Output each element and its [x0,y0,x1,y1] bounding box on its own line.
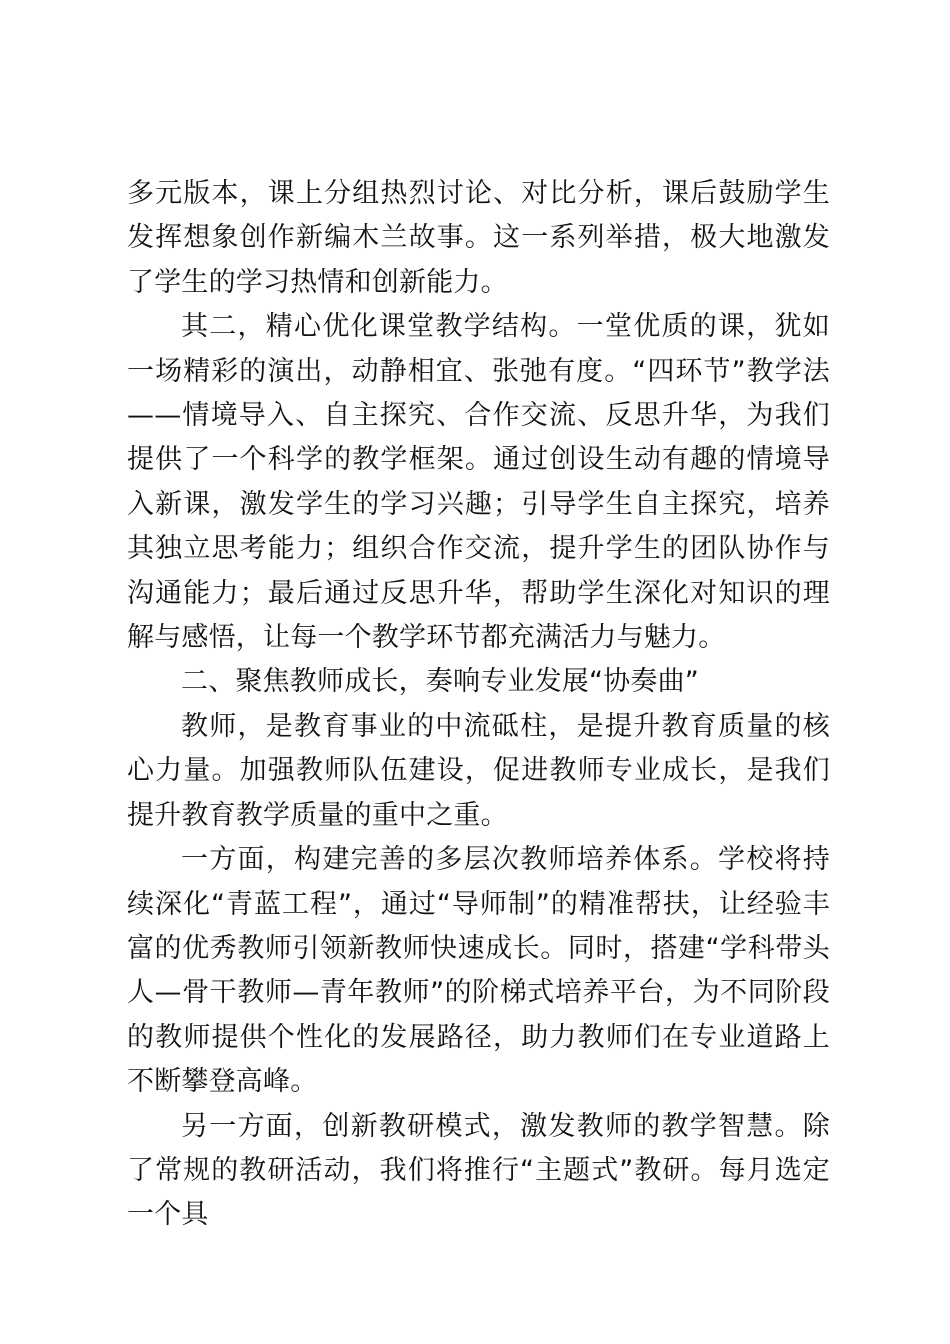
paragraph-teaching-research: 另一方面，创新教研模式，激发教师的教学智慧。除了常规的教研活动，我们将推行“主题式”教研。每月选定一个具 [127,1110,830,1231]
paragraph-classroom-structure: 其二，精心优化课堂教学结构。一堂优质的课，犹如一场精彩的演出，动静相宜、张弛有度。“四环节”教学法——情境导入、自主探究、合作交流、反思升华，为我们提供了一个科学的教学框架。通过创设生动有趣的情境导入新课，激发学生的学习兴趣；引导学生自主探究，培养其独立思考能力；组织合作交流，提升学生的团队协作与沟通能力；最后通过反思升华，帮助学生深化对知识的理解与感悟，让每一个教学环节都充满活力与魅力。 [127,311,830,654]
section-heading-teacher-growth: 二、聚焦教师成长，奏响专业发展“协奏曲” [181,666,699,698]
paragraph-continuation: 多元版本，课上分组热烈讨论、对比分析，课后鼓励学生发挥想象创作新编木兰故事。这一系列举措，极大地激发了学生的学习热情和创新能力。 [127,178,830,298]
paragraph-teacher-importance: 教师，是教育事业的中流砥柱，是提升教育质量的核心力量。加强教师队伍建设，促进教师专业成长，是我们提升教育教学质量的重中之重。 [127,710,830,831]
paragraph-training-system: 一方面，构建完善的多层次教师培养体系。学校将持续深化“青蓝工程”，通过“导师制”的精准帮扶，让经验丰富的优秀教师引领新教师快速成长。同时，搭建“学科带头人—骨干教师—青年教师”的阶梯式培养平台，为不同阶段的教师提供个性化的发展路径，助力教师们在专业道路上不断攀登高峰。 [127,844,830,1098]
document-body [127,172,830,1238]
